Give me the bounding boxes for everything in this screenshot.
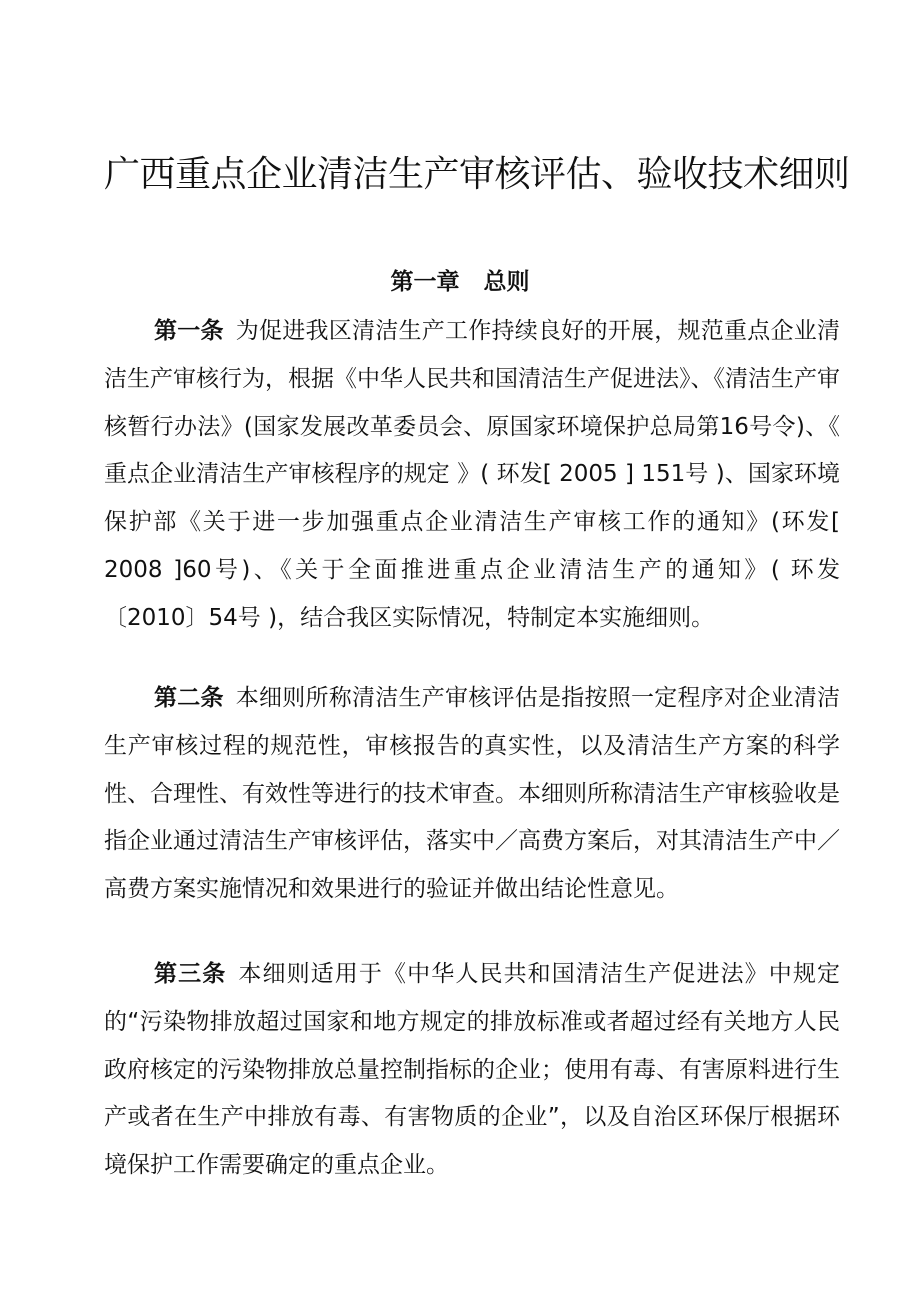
chapter-heading — [0, 262, 920, 302]
article-text: 本细则所称清洁生产审核评估是指按照一定程序对企业清洁生产审核过程的规范性，审核报告的真实性，以及清洁生产方案的科学性、合理性、有效性等进行的技术审查。本细则所称清洁生产审核验收是指企业通过清洁生产审核评估，落实中／高费方案后，对其清洁生产中／高费方案实施情况和效果进行的验证并做出结论性意见。 — [104, 685, 840, 903]
article-label: 第二条 — [154, 685, 224, 711]
article-label: 第一条 — [154, 318, 224, 344]
article-1 — [104, 308, 840, 643]
article-text: 本细则适用于《中华人民共和国清洁生产促进法》中规定的“污染物排放超过国家和地方规定的排放标准或者超过经有关地方人民政府核定的污染物排放总量控制指标的企业；使用有毒、有害原料进行生产或者在生产中排放有毒、有害物质的企业”，以及自治区环保厅根据环境保护工作需要确定的重点企业。 — [104, 961, 841, 1179]
chapter-number: 第一章 — [390, 269, 460, 295]
chapter-name: 总则 — [483, 269, 530, 295]
article-3 — [104, 951, 840, 1190]
article-2 — [104, 675, 840, 914]
document-title: 广西重点企业清洁生产审核评估、验收技术细则 — [104, 154, 850, 195]
article-text: 为促进我区清洁生产工作持续良好的开展，规范重点企业清洁生产审核行为，根据《中华人民共和国清洁生产促进法》、《清洁生产审核暂行办法》(国家发展改革委员会、原国家环境保护总局第16号令)、《 重点企业清洁生产审核程序的规定 》( 环发[ 2005 ] 151号 )、国家环境保护部《关于进一步加强重点企业清洁生产审核工作的通知》(环发[ 2008 ]60号)、《关于全面推进重点企业清洁生产的通知》( 环发〔2010〕54号 )，结合我区实际情况，特制定本实施细则。 — [104, 318, 840, 631]
article-label: 第三条 — [154, 961, 227, 987]
